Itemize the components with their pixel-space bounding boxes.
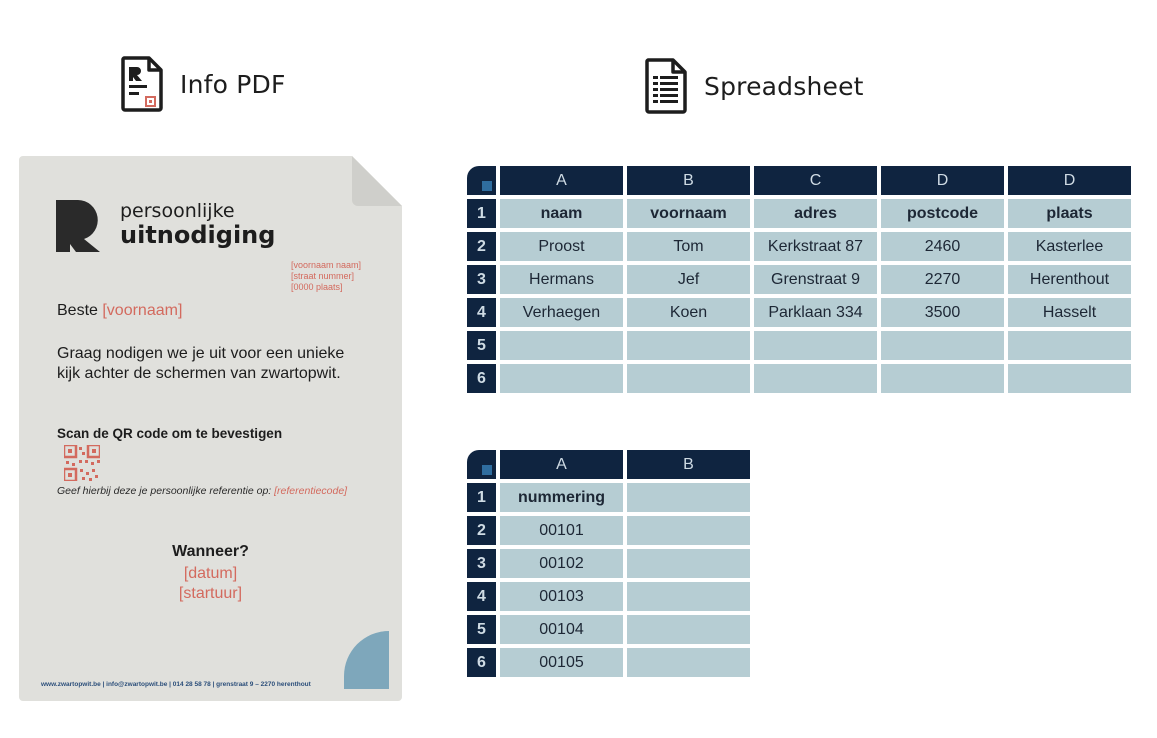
cell-b3[interactable]: Jef	[627, 265, 750, 294]
address-block	[291, 260, 361, 293]
invitation-pdf-page	[19, 156, 402, 701]
row-header-2[interactable]: 2	[467, 232, 496, 261]
scan-title: Scan de QR code om te bevestigen	[57, 426, 283, 441]
numbering-spreadsheet	[467, 450, 750, 677]
reference-placeholder: [referentiecode]	[274, 485, 348, 497]
spreadsheet-heading	[644, 57, 864, 115]
address-spreadsheet	[467, 166, 1131, 393]
row-header-1[interactable]: 1	[467, 483, 496, 512]
cell-c1[interactable]: adres	[754, 199, 877, 228]
reference-line	[57, 485, 347, 497]
row-header-5[interactable]: 5	[467, 331, 496, 360]
cell-a2[interactable]: Proost	[500, 232, 623, 261]
cell-a1[interactable]: nummering	[500, 483, 623, 512]
cell-b2[interactable]	[627, 516, 750, 545]
column-header-b[interactable]: B	[627, 166, 750, 195]
qr-code-icon	[64, 445, 100, 481]
cell-e2[interactable]: Kasterlee	[1008, 232, 1131, 261]
cell-b4[interactable]	[627, 582, 750, 611]
cell-e5[interactable]	[1008, 331, 1131, 360]
select-all-corner[interactable]	[467, 166, 496, 195]
cell-a4[interactable]: Verhaegen	[500, 298, 623, 327]
cell-e6[interactable]	[1008, 364, 1131, 393]
column-header-a[interactable]: A	[500, 450, 623, 479]
cell-d2[interactable]: 2460	[881, 232, 1004, 261]
greeting-placeholder: [voornaam]	[102, 302, 183, 319]
row-header-6[interactable]: 6	[467, 364, 496, 393]
cell-b5[interactable]	[627, 615, 750, 644]
pdf-document-icon	[120, 55, 164, 113]
cell-b1[interactable]	[627, 483, 750, 512]
cell-b4[interactable]: Koen	[627, 298, 750, 327]
row-header-4[interactable]: 4	[467, 582, 496, 611]
time-placeholder: [startuur]	[178, 585, 243, 602]
cell-d6[interactable]	[881, 364, 1004, 393]
cell-a5[interactable]	[500, 331, 623, 360]
info-pdf-heading	[120, 55, 286, 113]
when-title: Wanneer?	[172, 543, 249, 560]
address-name: [voornaam naam]	[291, 260, 362, 270]
column-header-a[interactable]: A	[500, 166, 623, 195]
cell-a1[interactable]: naam	[500, 199, 623, 228]
cell-a2[interactable]: 00101	[500, 516, 623, 545]
column-header-c[interactable]: C	[754, 166, 877, 195]
cell-b5[interactable]	[627, 331, 750, 360]
greeting-prefix: Beste	[57, 302, 103, 319]
cell-a3[interactable]: Hermans	[500, 265, 623, 294]
reference-text: Geef hierbij deze je persoonlijke referentie op:	[57, 485, 275, 497]
column-header-e[interactable]: D	[1008, 166, 1131, 195]
cell-e3[interactable]: Herenthout	[1008, 265, 1131, 294]
cell-e4[interactable]: Hasselt	[1008, 298, 1131, 327]
cell-c3[interactable]: Grenstraat 9	[754, 265, 877, 294]
info-pdf-title: Info PDF	[180, 69, 286, 99]
greeting	[57, 302, 182, 320]
cell-a6[interactable]	[500, 364, 623, 393]
cell-c6[interactable]	[754, 364, 877, 393]
cell-d3[interactable]: 2270	[881, 265, 1004, 294]
footer-contact: www.zwartopwit.be | info@zwartopwit.be | 014 28 58 78 | grenstraat 9 – 2270 herenthout	[41, 681, 311, 688]
row-header-2[interactable]: 2	[467, 516, 496, 545]
row-header-4[interactable]: 4	[467, 298, 496, 327]
row-header-3[interactable]: 3	[467, 265, 496, 294]
address-city: [0000 plaats]	[291, 282, 343, 292]
date-block	[19, 564, 402, 604]
cell-d1[interactable]: postcode	[881, 199, 1004, 228]
row-header-3[interactable]: 3	[467, 549, 496, 578]
cell-a3[interactable]: 00102	[500, 549, 623, 578]
cell-c5[interactable]	[754, 331, 877, 360]
select-all-corner[interactable]	[467, 450, 496, 479]
cell-a4[interactable]: 00103	[500, 582, 623, 611]
cell-d4[interactable]: 3500	[881, 298, 1004, 327]
cell-a6[interactable]: 00105	[500, 648, 623, 677]
cell-a5[interactable]: 00104	[500, 615, 623, 644]
row-header-6[interactable]: 6	[467, 648, 496, 677]
date-placeholder: [datum]	[183, 565, 238, 582]
spreadsheet-document-icon	[644, 57, 688, 115]
cell-b3[interactable]	[627, 549, 750, 578]
cell-c2[interactable]: Kerkstraat 87	[754, 232, 877, 261]
cell-b1[interactable]: voornaam	[627, 199, 750, 228]
address-street: [straat nummer]	[291, 271, 355, 281]
cell-b2[interactable]: Tom	[627, 232, 750, 261]
row-header-1[interactable]: 1	[467, 199, 496, 228]
cell-d5[interactable]	[881, 331, 1004, 360]
brand-logo	[56, 200, 275, 252]
cell-b6[interactable]	[627, 648, 750, 677]
cell-e1[interactable]: plaats	[1008, 199, 1131, 228]
brand-line-2: uitnodiging	[120, 221, 276, 249]
cell-b6[interactable]	[627, 364, 750, 393]
row-header-5[interactable]: 5	[467, 615, 496, 644]
invitation-body: Graag nodigen we je uit voor een unieke kijk achter de schermen van zwartopwit.	[57, 345, 345, 382]
brand-line-1: persoonlijke	[120, 200, 235, 222]
r-logo-icon	[56, 200, 110, 252]
spreadsheet-title: Spreadsheet	[704, 71, 864, 101]
column-header-b[interactable]: B	[627, 450, 750, 479]
cell-c4[interactable]: Parklaan 334	[754, 298, 877, 327]
column-header-d[interactable]: D	[881, 166, 1004, 195]
